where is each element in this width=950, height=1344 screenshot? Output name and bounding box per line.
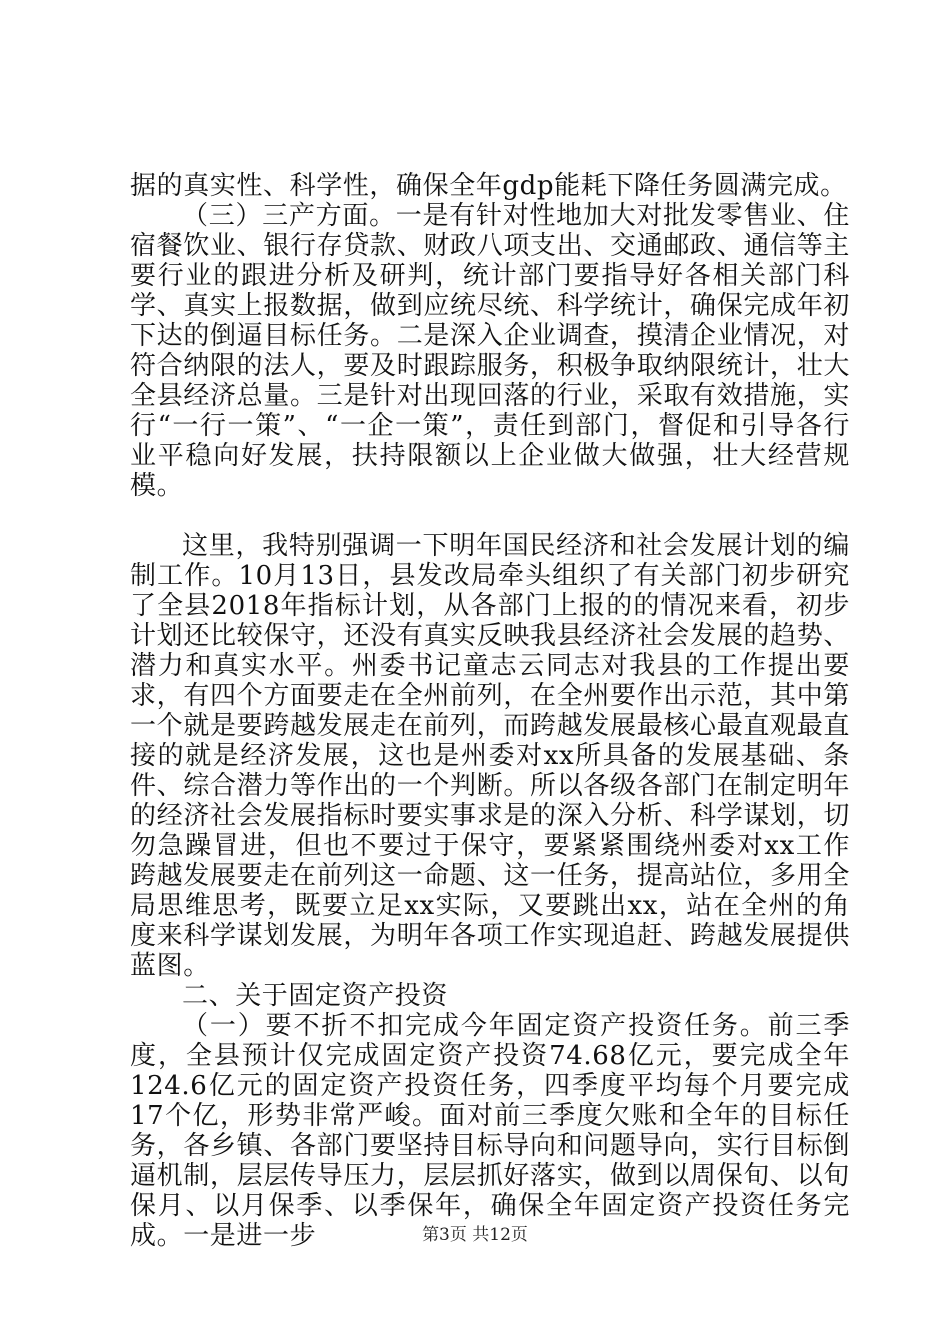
section-heading-fixed-asset: 二、关于固定资产投资 <box>182 981 449 1011</box>
paragraph-fixed-asset-task: （一）要不折不扣完成今年固定资产投资任务。前三季度，全县预计仅完成固定资产投资74.68亿元，要完成全年124.6亿元的固定资产投资任务，四季度平均每个月要完成17个亿，形势非常严峻。面对前三季度欠账和全年的目标任务，各乡镇、各部门要坚持目标导向和问题导向，实行目标倒逼机制，层层传导压力，层层抓好落实，做到以周保旬、以旬保月、以月保季、以季保年，确保全年固定资产投资任务完成。一是进一步 <box>130 1011 850 1251</box>
paragraph-tertiary-industry: （三）三产方面。一是有针对性地加大对批发零售业、住宿餐饮业、银行存贷款、财政八项支出、交通邮政、通信等主要行业的跟进分析及研判，统计部门要指导好各相关部门科学、真实上报数据，做到应统尽统、科学统计，确保完成年初下达的倒逼目标任务。二是深入企业调查，摸清企业情况，对符合纳限的法人，要及时跟踪服务，积极争取纳限统计，壮大全县经济总量。三是针对出现回落的行业，采取有效措施，实行“一行一策”、“一企一策”，责任到部门，督促和引导各行业平稳向好发展，扶持限额以上企业做大做强，壮大经营规模。 <box>130 201 850 501</box>
document-body <box>130 171 850 1251</box>
paragraph-plan-emphasis: 这里，我特别强调一下明年国民经济和社会发展计划的编制工作。10月13日，县发改局牵头组织了有关部门初步研究了全县2018年指标计划，从各部门上报的的情况来看，初步计划还比较保守，还没有真实反映我县经济社会发展的趋势、潜力和真实水平。州委书记童志云同志对我县的工作提出要求，有四个方面要走在全州前列，在全州要作出示范，其中第一个就是要跨越发展走在前列，而跨越发展最核心最直观最直接的就是经济发展，这也是州委对xx所具备的发展基础、条件、综合潜力等作出的一个判断。所以各级各部门在制定明年的经济社会发展指标时要实事求是的深入分析、科学谋划，切勿急躁冒进，但也不要过于保守，要紧紧围绕州委对xx工作跨越发展要走在前列这一命题、这一任务，提高站位，多用全局思维思考，既要立足xx实际，又要跳出xx，站在全州的角度来科学谋划发展，为明年各项工作实现追赶、跨越发展提供蓝图。 <box>130 531 850 981</box>
paragraph-gap <box>130 501 850 531</box>
page-number-footer: 第3页 共12页 <box>422 1225 528 1245</box>
paragraph-continuation: 据的真实性、科学性，确保全年gdp能耗下降任务圆满完成。 <box>130 171 847 201</box>
